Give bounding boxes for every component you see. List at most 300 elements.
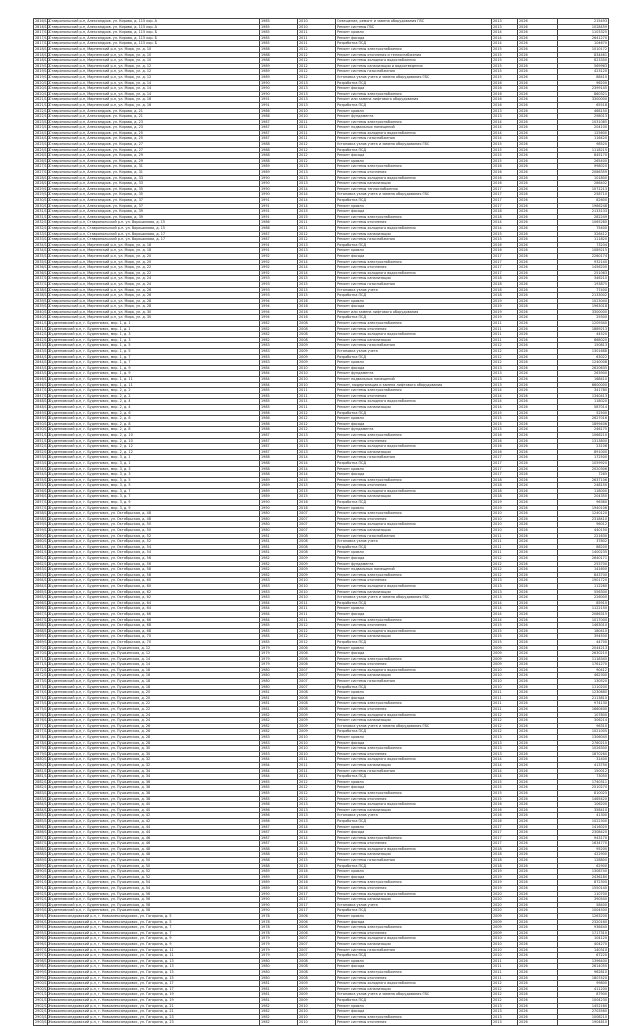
last-repair-year-cell: 2011 xyxy=(298,762,336,768)
row-id-cell: 2903/1/2 xyxy=(35,1020,51,1025)
start-year-cell: 2015 xyxy=(492,58,518,64)
address-cell: Ставропольский р-н, Александров. ул. Кирова, д. 37 xyxy=(48,198,260,204)
address-cell: Буденновский р-н, г. Буденновск, ул. Пушкинская, д. 56 xyxy=(48,891,260,897)
work-type-cell: Разработка ПСД xyxy=(336,293,492,299)
end-year-cell: 2026 xyxy=(518,309,558,315)
address-cell: Буденновский р-н, г. Буденновск, ул. Октябрьская, д. 50 xyxy=(48,522,260,528)
work-type-cell: Ремонт кровли xyxy=(336,203,492,209)
start-year-cell: 2013 xyxy=(492,377,518,383)
row-id-cell: 2902/1/2 xyxy=(35,1003,51,1008)
start-year-cell: 2011 xyxy=(492,701,518,707)
row-id-cell: 2827/1/2 xyxy=(35,164,51,169)
work-type-cell: Ремонт фасада xyxy=(336,1009,492,1015)
last-repair-year-cell: 2012 xyxy=(298,147,336,153)
start-year-cell: 2011 xyxy=(492,337,518,343)
last-repair-year-cell: 2006 xyxy=(298,662,336,668)
end-year-cell: 2026 xyxy=(518,108,558,114)
last-repair-year-cell: 2014 xyxy=(298,270,336,276)
last-repair-year-cell: 2014 xyxy=(298,824,336,830)
cost-cell: 1026300 xyxy=(558,746,609,752)
cost-cell: 2399145 xyxy=(558,86,609,92)
last-repair-year-cell: 2010 xyxy=(298,740,336,746)
end-year-cell: 2026 xyxy=(518,153,558,159)
row-id-cell: 2844/1/2 xyxy=(35,354,51,359)
start-year-cell: 2017 xyxy=(492,830,518,836)
cost-cell: 974130 xyxy=(558,701,609,707)
end-year-cell: 2026 xyxy=(518,953,558,959)
address-cell: Ставропольский р-н, Александров. ул. Кирова, д. 115 кор. Б xyxy=(48,35,260,41)
address-cell: Буденновский р-н, г. Буденновск, ул. Октябрьская, д. 58 xyxy=(48,567,260,573)
end-year-cell: 2026 xyxy=(518,964,558,970)
end-year-cell: 2026 xyxy=(518,651,558,657)
cost-cell: 193875 xyxy=(558,281,609,287)
work-type-cell: Ремонт системы канализации xyxy=(336,941,492,947)
build-year-cell: 1991 xyxy=(260,242,298,248)
cost-cell: 810025 xyxy=(558,790,609,796)
build-year-cell: 1985 xyxy=(260,779,298,785)
start-year-cell: 2020 xyxy=(492,902,518,908)
last-repair-year-cell: 2010 xyxy=(298,365,336,371)
build-year-cell: 1987 xyxy=(260,444,298,450)
last-repair-year-cell: 2012 xyxy=(298,46,336,52)
cost-cell: 150012 xyxy=(558,768,609,774)
end-year-cell: 2026 xyxy=(518,863,558,869)
last-repair-year-cell: 2009 xyxy=(298,986,336,992)
last-repair-year-cell: 2016 xyxy=(298,315,336,321)
start-year-cell: 2015 xyxy=(492,410,518,416)
end-year-cell: 2026 xyxy=(518,444,558,450)
address-cell: Буденновский р-н, г. Буденновск, мкр. 3, д. 1 xyxy=(48,460,260,466)
end-year-cell: 2026 xyxy=(518,377,558,383)
last-repair-year-cell: 2008 xyxy=(298,690,336,696)
work-type-cell: Ремонт кровли xyxy=(336,606,492,612)
start-year-cell: 2015 xyxy=(492,237,518,243)
start-year-cell: 2010 xyxy=(492,953,518,959)
start-year-cell: 2019 xyxy=(492,505,518,511)
address-cell: Буденновский р-н, г. Буденновск, ул. Октябрьская, д. 68 xyxy=(48,623,260,629)
work-type-cell: Ремонт кровли xyxy=(336,30,492,36)
row-id-cell: 2873/1/2 xyxy=(35,684,51,689)
last-repair-year-cell: 2013 xyxy=(298,432,336,438)
cost-cell: 99800 xyxy=(558,981,609,987)
end-year-cell: 2026 xyxy=(518,986,558,992)
start-year-cell: 2009 xyxy=(492,919,518,925)
row-id-cell: 2870/1/2 xyxy=(35,645,51,650)
last-repair-year-cell: 2010 xyxy=(298,746,336,752)
row-id-cell: 2863/1/2 xyxy=(35,567,51,572)
build-year-cell: 1979 xyxy=(260,645,298,651)
cost-cell: 226000 xyxy=(558,595,609,601)
cost-cell: 2620635 xyxy=(558,365,609,371)
end-year-cell: 2026 xyxy=(518,617,558,623)
build-year-cell: 1985 xyxy=(260,30,298,36)
start-year-cell: 2010 xyxy=(492,673,518,679)
address-cell: Новоалександровский р-н, г. Новоалександровск, ул. Гагарина, д. 7 xyxy=(48,925,260,931)
build-year-cell: 1981 xyxy=(260,695,298,701)
row-id-cell: 2825/1/2 xyxy=(35,147,51,152)
cost-cell: 1023040 xyxy=(558,298,609,304)
cost-cell: 3300000 xyxy=(558,97,609,103)
row-id-cell: 2822/1/2 xyxy=(35,114,51,119)
row-id-cell: 2825/1/2 xyxy=(35,142,51,147)
last-repair-year-cell: 2007 xyxy=(298,667,336,673)
row-id-cell: 2864/1/2 xyxy=(35,578,51,583)
address-cell: Буденновский р-н, г. Буденновск, мкр. 1, д. 3 xyxy=(48,332,260,338)
last-repair-year-cell: 2012 xyxy=(298,69,336,75)
last-repair-year-cell: 2011 xyxy=(298,125,336,131)
row-id-cell: 2854/1/2 xyxy=(35,472,51,477)
end-year-cell: 2026 xyxy=(518,388,558,394)
row-id-cell: 2891/1/2 xyxy=(35,880,51,885)
work-type-cell: Ремонт системы газоснабжения xyxy=(336,679,492,685)
address-cell: Ставропольский р-н, Александров. ул. Кирова, д. 35 xyxy=(48,192,260,198)
end-year-cell: 2026 xyxy=(518,522,558,528)
build-year-cell: 1979 xyxy=(260,651,298,657)
last-repair-year-cell: 2006 xyxy=(298,645,336,651)
cost-cell: 263900 xyxy=(558,371,609,377)
row-id-cell: 2840/1/2 xyxy=(35,309,51,314)
start-year-cell: 2017 xyxy=(492,270,518,276)
last-repair-year-cell: 2011 xyxy=(298,606,336,612)
address-cell: Буденновский р-н, г. Буденновск, мкр. 2, д. 4 xyxy=(48,404,260,410)
build-year-cell: 1984 xyxy=(260,606,298,612)
cost-cell: 1340413 xyxy=(558,393,609,399)
cost-cell: 104670 xyxy=(558,41,609,47)
end-year-cell: 2026 xyxy=(518,969,558,975)
row-id-cell: 2894/1/2 xyxy=(35,919,51,924)
cost-cell: 282249 xyxy=(558,214,609,220)
start-year-cell: 2010 xyxy=(492,522,518,528)
address-cell: Новоалександровский р-н, г. Новоалександровск, ул. Гагарина, д. 15 xyxy=(48,969,260,975)
start-year-cell: 2018 xyxy=(492,488,518,494)
work-type-cell: Ремонт кровли xyxy=(336,416,492,422)
start-year-cell: 2009 xyxy=(492,930,518,936)
work-type-cell: Ремонт фасада xyxy=(336,785,492,791)
end-year-cell: 2026 xyxy=(518,80,558,86)
row-id-cell: 2831/1/2 xyxy=(35,209,51,214)
end-year-cell: 2026 xyxy=(518,846,558,852)
work-type-cell: Ремонт фасада xyxy=(336,209,492,215)
cost-cell: 62900 xyxy=(558,863,609,869)
build-year-cell: 1989 xyxy=(260,170,298,176)
address-cell: Ставропольский р-н, Мирненский р-н, ул. Мира, ул. д. 12 xyxy=(48,74,260,80)
last-repair-year-cell: 2008 xyxy=(298,533,336,539)
last-repair-year-cell: 2015 xyxy=(298,209,336,215)
row-id-cell: 2851/1/2 xyxy=(35,432,51,437)
cost-cell: 6600000 xyxy=(558,382,609,388)
work-type-cell: Ремонт системы канализации и водоотведения xyxy=(336,63,492,69)
end-year-cell: 2026 xyxy=(518,645,558,651)
cost-cell: 118020 xyxy=(558,399,609,405)
last-repair-year-cell: 2012 xyxy=(298,779,336,785)
last-repair-year-cell: 2012 xyxy=(298,153,336,159)
work-type-cell: Ремонт системы отопления xyxy=(336,796,492,802)
address-cell: Буденновский р-н, г. Буденновск, ул. Пушкинская, д. 14 xyxy=(48,662,260,668)
build-year-cell: 1980 xyxy=(260,684,298,690)
start-year-cell: 2014 xyxy=(492,220,518,226)
last-repair-year-cell: 2009 xyxy=(298,556,336,562)
end-year-cell: 2026 xyxy=(518,807,558,813)
cost-cell: 1870260 xyxy=(558,751,609,757)
cost-cell: 52500 xyxy=(558,410,609,416)
end-year-cell: 2026 xyxy=(518,315,558,321)
last-repair-year-cell: 2015 xyxy=(298,276,336,282)
address-cell: Буденновский р-н, г. Буденновск, ул. Пушкинская, д. 52 xyxy=(48,874,260,880)
cost-cell: 2086315 xyxy=(558,611,609,617)
work-type-cell: Ремонт системы канализации xyxy=(336,897,492,903)
work-type-cell: Ремонт фасада xyxy=(336,153,492,159)
work-type-cell: Ремонт системы холодного водоснабжения xyxy=(336,225,492,231)
end-year-cell: 2026 xyxy=(518,265,558,271)
row-id-cell: 2855/1/2 xyxy=(35,483,51,488)
row-id-cell: 2817/1/2 xyxy=(35,30,51,35)
build-year-cell: 1985 xyxy=(260,796,298,802)
start-year-cell: 2009 xyxy=(492,662,518,668)
work-type-cell: Ремонт системы отопления xyxy=(336,841,492,847)
build-year-cell: 1983 xyxy=(260,735,298,741)
cost-cell: 258710 xyxy=(558,192,609,198)
last-repair-year-cell: 2006 xyxy=(298,651,336,657)
start-year-cell: 2010 xyxy=(492,947,518,953)
row-id-cell: 2820/1/2 xyxy=(35,91,51,96)
address-cell: Ставропольский р-н, Александров. ул. Кирова, д. 29 xyxy=(48,158,260,164)
cost-cell: 413750 xyxy=(558,762,609,768)
build-year-cell: 1982 xyxy=(260,729,298,735)
work-type-cell: Ремонт системы отопления xyxy=(336,170,492,176)
work-type-cell: Разработка ПСД xyxy=(336,354,492,360)
build-year-cell: 1981 xyxy=(260,981,298,987)
cost-cell: 1740311 xyxy=(558,779,609,785)
row-id-cell: 2850/1/2 xyxy=(35,427,51,432)
row-id-cell: 2823/1/2 xyxy=(35,125,51,130)
build-year-cell: 1982 xyxy=(260,326,298,332)
last-repair-year-cell: 2006 xyxy=(298,914,336,920)
row-id-cell: 2899/1/2 xyxy=(35,975,51,980)
address-cell: Новоалександровский р-н, г. Новоалександровск, ул. Гагарина, д. 21 xyxy=(48,1009,260,1015)
build-year-cell: 1990 xyxy=(260,891,298,897)
build-year-cell: 1982 xyxy=(260,572,298,578)
work-type-cell: Разработка ПСД xyxy=(336,997,492,1003)
row-id-cell: 2823/1/2 xyxy=(35,119,51,124)
cost-cell: 88200 xyxy=(558,544,609,550)
build-year-cell: 1978 xyxy=(260,925,298,931)
work-type-cell: Ремонт системы электроснабжения xyxy=(336,925,492,931)
row-id-cell: 2850/1/2 xyxy=(35,421,51,426)
address-cell: Буденновский р-н, г. Буденновск, ул. Пушкинская, д. 46 xyxy=(48,835,260,841)
work-type-cell: Ремонт фасада xyxy=(336,740,492,746)
build-year-cell: 1988 xyxy=(260,858,298,864)
cost-cell: 95200 xyxy=(558,846,609,852)
cost-cell: 65518 xyxy=(558,102,609,108)
build-year-cell: 1986 xyxy=(260,225,298,231)
row-id-cell: 2891/1/2 xyxy=(35,886,51,891)
cost-cell: 96310 xyxy=(558,723,609,729)
build-year-cell: 1987 xyxy=(260,824,298,830)
start-year-cell: 2012 xyxy=(492,723,518,729)
row-id-cell: 2880/1/2 xyxy=(35,762,51,767)
row-id-cell: 2885/1/2 xyxy=(35,813,51,818)
work-type-cell: Ремонт системы электроснабжения xyxy=(336,790,492,796)
address-cell: Новоалександровский р-н, г. Новоалександровск, ул. Гагарина, д. 11 xyxy=(48,947,260,953)
address-cell: Буденновский р-н, г. Буденновск, ул. Пушкинская, д. 34 xyxy=(48,768,260,774)
row-id-cell: 2871/1/2 xyxy=(35,662,51,667)
cost-cell: 932140 xyxy=(558,259,609,265)
start-year-cell: 2015 xyxy=(492,231,518,237)
end-year-cell: 2026 xyxy=(518,718,558,724)
last-repair-year-cell: 2009 xyxy=(298,992,336,998)
end-year-cell: 2026 xyxy=(518,695,558,701)
row-id-cell: 2838/1/2 xyxy=(35,293,51,298)
address-cell: Ставропольский р-н, Мирненский р-н, ул. Мира, ул. д. 28 xyxy=(48,304,260,310)
end-year-cell: 2026 xyxy=(518,281,558,287)
cost-cell: 2760210 xyxy=(558,740,609,746)
end-year-cell: 2026 xyxy=(518,276,558,282)
start-year-cell: 2018 xyxy=(492,483,518,489)
cost-cell: 834461 xyxy=(558,52,609,58)
end-year-cell: 2026 xyxy=(518,142,558,148)
build-year-cell: 1985 xyxy=(260,639,298,645)
work-type-cell: Ремонт системы газоснабжения xyxy=(336,768,492,774)
end-year-cell: 2026 xyxy=(518,86,558,92)
work-type-cell: Ремонт системы газоснабжения xyxy=(336,69,492,75)
last-repair-year-cell: 2007 xyxy=(298,522,336,528)
build-year-cell: 1980 xyxy=(260,511,298,517)
end-year-cell: 2026 xyxy=(518,114,558,120)
end-year-cell: 2026 xyxy=(518,164,558,170)
work-type-cell: Ремонт кровли xyxy=(336,914,492,920)
work-type-cell: Ремонт системы электроснабжения xyxy=(336,617,492,623)
end-year-cell: 2026 xyxy=(518,360,558,366)
cost-cell: 37802 xyxy=(558,539,609,545)
work-type-cell: Ремонт системы ГВС xyxy=(336,24,492,30)
address-cell: Буденновский р-н, г. Буденновск, ул. Пушкинская, д. 38 xyxy=(48,796,260,802)
cost-cell: 2133002 xyxy=(558,293,609,299)
work-type-cell: Разработка ПСД xyxy=(336,639,492,645)
end-year-cell: 2026 xyxy=(518,578,558,584)
last-repair-year-cell: 2012 xyxy=(298,421,336,427)
build-year-cell: 1985 xyxy=(260,790,298,796)
work-type-cell: Ремонт системы холодного водоснабжения xyxy=(336,667,492,673)
end-year-cell: 2026 xyxy=(518,427,558,433)
work-type-cell: Разработка ПСД xyxy=(336,684,492,690)
last-repair-year-cell: 2017 xyxy=(298,908,336,914)
row-id-cell: 2865/1/2 xyxy=(35,595,51,600)
work-type-cell: Ремонт фасада xyxy=(336,964,492,970)
start-year-cell: 2011 xyxy=(492,958,518,964)
row-id-cell: 2857/1/2 xyxy=(35,500,51,505)
cost-cell: 1306040 xyxy=(558,735,609,741)
end-year-cell: 2026 xyxy=(518,707,558,713)
cost-cell: 251063 xyxy=(558,270,609,276)
end-year-cell: 2026 xyxy=(518,785,558,791)
row-id-cell: 2829/1/2 xyxy=(35,186,51,191)
build-year-cell: 1982 xyxy=(260,337,298,343)
start-year-cell: 2014 xyxy=(492,125,518,131)
cost-cell: 1889213 xyxy=(558,326,609,332)
end-year-cell: 2026 xyxy=(518,321,558,327)
work-type-cell: Ремонт системы теплоснабжения xyxy=(336,186,492,192)
last-repair-year-cell: 2012 xyxy=(298,634,336,640)
address-cell: Новоалександровский р-н, г. Новоалександровск, ул. Гагарина, д. 13 xyxy=(48,958,260,964)
build-year-cell: 1994 xyxy=(260,309,298,315)
work-type-cell: Установка узлов учета xyxy=(336,349,492,355)
start-year-cell: 2016 xyxy=(492,807,518,813)
row-id-cell: 2836/1/2 xyxy=(35,270,51,275)
last-repair-year-cell: 2010 xyxy=(298,371,336,377)
work-type-cell: Ремонт системы холодного водоснабжения xyxy=(336,936,492,942)
cost-cell: 462300 xyxy=(558,673,609,679)
row-id-cell: 2889/1/2 xyxy=(35,858,51,863)
end-year-cell: 2026 xyxy=(518,919,558,925)
cost-cell: 1118215 xyxy=(558,147,609,153)
cost-cell: 1313800 xyxy=(558,438,609,444)
row-id-cell: 2884/1/2 xyxy=(35,807,51,812)
address-cell: Буденновский р-н, г. Буденновск, мкр. 3, д. 3 xyxy=(48,466,260,472)
start-year-cell: 2019 xyxy=(492,874,518,880)
end-year-cell: 2026 xyxy=(518,337,558,343)
last-repair-year-cell: 2009 xyxy=(298,981,336,987)
cost-cell: 2086359 xyxy=(558,170,609,176)
row-id-cell: 2833/1/2 xyxy=(35,231,51,236)
start-year-cell: 2016 xyxy=(492,86,518,92)
address-cell: Буденновский р-н, г. Буденновск, мкр. 1, д. 3 xyxy=(48,337,260,343)
cost-cell: 1660400 xyxy=(558,707,609,713)
row-id-cell: 2852/1/2 xyxy=(35,449,51,454)
end-year-cell: 2026 xyxy=(518,220,558,226)
cost-cell: 118000 xyxy=(558,488,609,494)
cost-cell: 1400235 xyxy=(558,550,609,556)
address-cell: Ставропольский р-н, Мирненский р-н, ул. Мира, ул. д. 12 xyxy=(48,63,260,69)
work-type-cell: Разработка ПСД xyxy=(336,818,492,824)
build-year-cell: 1988 xyxy=(260,147,298,153)
last-repair-year-cell: 2011 xyxy=(298,399,336,405)
build-year-cell: 1980 xyxy=(260,528,298,534)
cost-cell: 1089215 xyxy=(558,248,609,254)
last-repair-year-cell: 2011 xyxy=(298,35,336,41)
start-year-cell: 2013 xyxy=(492,1014,518,1020)
address-cell: Буденновский р-н, г. Буденновск, мкр. 1, д. 1 xyxy=(48,321,260,327)
end-year-cell: 2026 xyxy=(518,472,558,478)
address-cell: Буденновский р-н, г. Буденновск, мкр. 3, д. 7 xyxy=(48,494,260,500)
work-type-cell: Ремонт системы электроснабжения xyxy=(336,701,492,707)
work-type-cell: Ремонт системы канализации xyxy=(336,762,492,768)
end-year-cell: 2026 xyxy=(518,1009,558,1015)
build-year-cell: 1994 xyxy=(260,298,298,304)
address-cell: Ставропольский р-н, Александров. ул. Кирова, д. 115 кор. А xyxy=(48,24,260,30)
address-cell: Новоалександровский р-н, г. Новоалександровск, ул. Гагарина, д. 9 xyxy=(48,941,260,947)
work-type-cell: Ремонт системы электроснабжения xyxy=(336,511,492,517)
work-type-cell: Ремонт системы отопления xyxy=(336,220,492,226)
build-year-cell: 1988 xyxy=(260,52,298,58)
last-repair-year-cell: 2013 xyxy=(298,80,336,86)
cost-cell: 96360 xyxy=(558,500,609,506)
last-repair-year-cell: 2013 xyxy=(298,181,336,187)
start-year-cell: 2020 xyxy=(492,897,518,903)
end-year-cell: 2026 xyxy=(518,779,558,785)
build-year-cell: 1986 xyxy=(260,108,298,114)
last-repair-year-cell: 2017 xyxy=(298,897,336,903)
last-repair-year-cell: 2013 xyxy=(298,102,336,108)
start-year-cell: 2013 xyxy=(492,114,518,120)
start-year-cell: 2018 xyxy=(492,852,518,858)
end-year-cell: 2026 xyxy=(518,203,558,209)
address-cell: Ставропольский р-н, Мирненский р-н, ул. Мира, ул. д. 24 xyxy=(48,281,260,287)
work-type-cell: Установка узлов учета xyxy=(336,539,492,545)
build-year-cell: 1987 xyxy=(260,136,298,142)
address-cell: Ставропольский р-н, Александров. ул. Кирова, д. 25 xyxy=(48,130,260,136)
build-year-cell: 1987 xyxy=(260,125,298,131)
last-repair-year-cell: 2010 xyxy=(298,595,336,601)
